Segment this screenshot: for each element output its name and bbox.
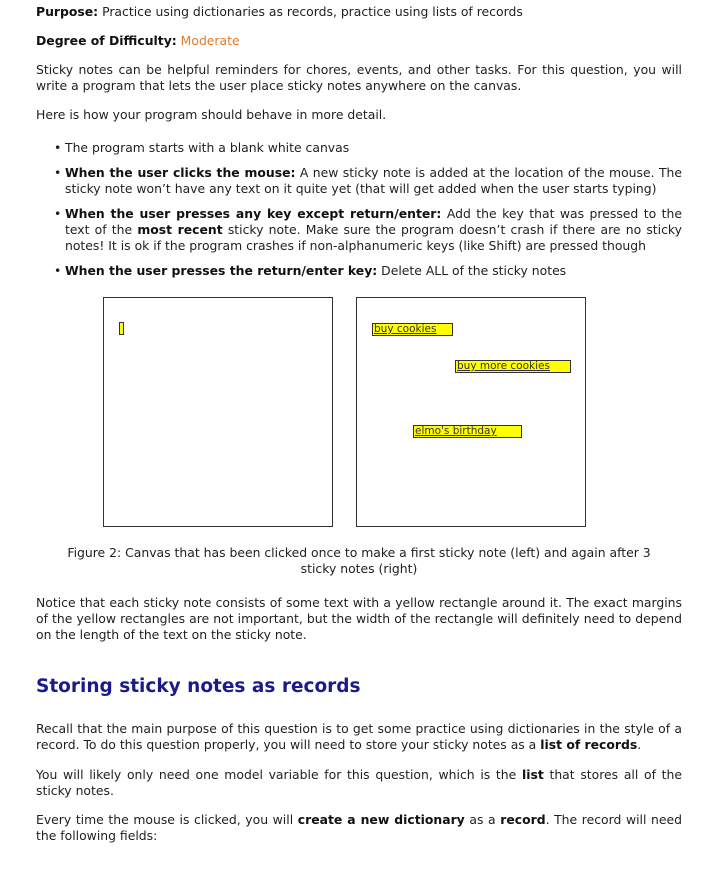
notice-paragraph: Notice that each sticky note consists of some text with a yellow rectangle around it. The exact margins of the yellow rectangles are not important, but the width of the rectangle will definitely need to depend on the length of the text on the sticky note. — [36, 595, 682, 642]
canvas-left — [103, 297, 333, 527]
empty-sticky-note — [119, 322, 124, 335]
bullet-icon: • — [54, 206, 62, 221]
difficulty-value: Moderate — [176, 33, 240, 48]
record-fields-paragraph: Every time the mouse is clicked, you will create a new dictionary as a record. The record will need the following fields: — [36, 812, 682, 843]
model-variable-paragraph: You will likely only need one model variable for this question, which is the list that stores all of the sticky notes. — [36, 767, 683, 798]
bullet-blank-canvas: • The program starts with a blank white canvas — [54, 140, 350, 155]
bullet-icon: • — [54, 263, 62, 278]
figure-caption: Figure 2: Canvas that has been clicked once to make a first sticky note (left) and again after 3 sticky notes (right) — [67, 545, 651, 576]
behavior-list — [54, 140, 682, 288]
bullet-mouse-click: • When the user clicks the mouse: A new sticky note is added at the location of the mouse. The sticky note won’t have any text on it quite yet (that will get added when the user starts typing) — [54, 165, 682, 196]
recall-paragraph: Recall that the main purpose of this question is to get some practice using dictionaries in the style of a record. To do this question properly, you will need to store your sticky notes as a list of records. — [36, 721, 682, 752]
sticky-note: buy cookies — [372, 323, 453, 336]
sticky-note: elmo's birthday — [413, 425, 522, 438]
intro-paragraph: Sticky notes can be helpful reminders for chores, events, and other tasks. For this question, you will write a program that lets the user place sticky notes anywhere on the canvas. — [36, 62, 682, 93]
bullet-icon: • — [54, 140, 62, 155]
canvas-right — [356, 297, 586, 527]
purpose-line: Purpose: Practice using dictionaries as records, practice using lists of records — [36, 4, 523, 19]
bullet-enter-key: • When the user presses the return/enter key: Delete ALL of the sticky notes — [54, 263, 567, 278]
bullet-key-press: • When the user presses any key except return/enter: Add the key that was pressed to the text of the most recent sticky note. Make sure the program doesn’t crash if there are no sticky notes! It is ok if the program crashes if non-alphanumeric keys (like Shift) are pressed though — [54, 206, 682, 253]
sticky-note: buy more cookies — [455, 360, 571, 373]
difficulty-line: Degree of Difficulty: Moderate — [36, 33, 240, 48]
section-heading: Storing sticky notes as records — [36, 676, 361, 697]
bullet-icon: • — [54, 165, 62, 180]
behavior-intro: Here is how your program should behave in more detail. — [36, 107, 387, 122]
